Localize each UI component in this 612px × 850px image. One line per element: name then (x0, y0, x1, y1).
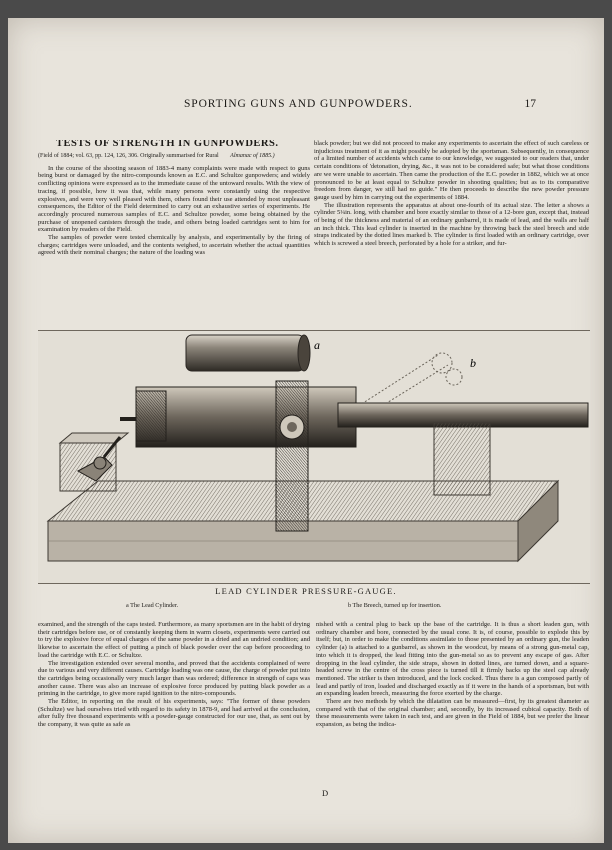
signature-mark: D (322, 788, 329, 798)
figure-caption: LEAD CYLINDER PRESSURE-GAUGE. (215, 586, 397, 596)
pressure-gauge-engraving (38, 331, 590, 583)
column-top-left (38, 140, 310, 315)
book-page (8, 18, 604, 843)
engraving-plate (38, 330, 590, 584)
source-note: Almanac of 1885.) (230, 152, 275, 159)
column-top-right (314, 140, 589, 326)
article-source (38, 153, 310, 160)
paragraph: The Editor, in reporting on the result of his experiments, says: "The former of these powders (Schultze) we had ourselves tried with regard to its safety in 1878-9, and had arrived at the conclusion, after fully five thousand experiments with a powder-gauge constructed for our use, that, as sent out by the company, it was quite as safe as (38, 698, 310, 729)
breech-body (136, 387, 356, 447)
paragraph: There are two methods by which the dilatation can be measured—first, by its greatest diameter as compared with that of the original chamber; and, secondly, by its increased cubical capacity. Both of these measurements were taken in each test, and are given in the Field of 1884, but we prefer the linear expansion, as being the indica- (316, 698, 589, 729)
source-citation: (Field of 1884; vol. 63, pp. 124, 126, 306. Originally summarised for Rural (38, 152, 219, 159)
running-head (8, 98, 604, 114)
figure-label-a: a (314, 338, 320, 352)
column-bottom-right (316, 621, 589, 781)
paragraph: The samples of powder were tested chemically by analysis, and experimentally by the firing of charges; cartridges were unloaded, and the contents weighed, to ascertain whether the actual quantities agreed with their nominal charges; the nature of the loading was (38, 234, 310, 257)
page-number: 17 (524, 98, 536, 110)
paragraph: The investigation extended over several months, and proved that the accidents complained of were due to various and very different causes. Cartridge loading was one cause, the charge of powder put into the cartridges being occasionally very much larger than was ordered; difference in strength of caps was another cause. There was also an increase of explosive force produced by putting black powder as a priming in the cartridge, to give more rapid ignition to the nitro-compounds. (38, 659, 310, 698)
figure-label-b: b (470, 356, 476, 370)
column-bottom-left (38, 621, 310, 781)
running-title: SPORTING GUNS AND GUNPOWDERS. (184, 98, 413, 110)
side-strap (276, 381, 308, 531)
figure-legend-a: a The Lead Cylinder. (126, 602, 179, 609)
paragraph: nished with a central plug to back up the base of the cartridge. It is thus a short leaden gun, with ordinary chamber and bore, connected by the usual cone. It is, of course, possible to explode this by itself; but, in order to make the conditions assimilate to those presented by an ordinary gun, the leaden cylinder (a) is attached to a gunbarrel, as shown in the woodcut, by means of a strong gun-metal cap, into which it is dropped, the lead fitting into the gun-metal so as to prevent any escape of gas. After dropping in the lead cylinder, the side straps, shown in dotted lines, are turned down, and a square-headed screw in the centre of the cross piece is turned till it firmly backs up the steel cap already mentioned. The striker is then introduced, and the lock cocked. Thus there is a gun composed partly of lead and partly of iron, loaded and discharged exactly as if it were in the hands of a sportsman, but with an expanding leaden breech, measuring the force exerted by the charge. (316, 621, 589, 698)
figure-legend-b: b The Breech, turned up for insertion. (348, 602, 442, 609)
paragraph: The illustration represents the apparatus at about one-fourth of its actual size. The letter a shows a cylinder 5¼in. long, with chamber and bore exactly similar to those of a 12-bore gun, except that, instead of being of the thickness and material of an ordinary gunbarrel, it is made of lead, and the walls are half an inch thick. This lead cylinder is inserted in the machine by throwing back the steel breech and side straps indicated by the dotted lines marked b. The cylinder is first loaded with an ordinary cartridge, over which is screwed a steel breech, perforated by a hole for a striker, and fur- (314, 201, 589, 248)
paragraph: black powder; but we did not proceed to make any experiments to ascertain the effect of such careless or injudicious treatment of it as might possibly be adopted by the sportsman. Subsequently, in consequence of a limited number of accidents which came to our knowledge, we suggested to our readers that, under certain conditions of 'detonation, drying, &c., it was not to be considered safe; but what those conditions are we were unable to ascertain. Then came the production of the E.C. powder in 1882, which we at once pronounced to be at least equal to Schultze powder in shooting qualities; but as to its comparative freedom from danger, we still had no guide." He then proceeds to describe the new powder pressure gauge used by him in carrying out the experiments of 1884. (314, 140, 589, 201)
paragraph: examined, and the strength of the caps tested. Furthermore, as many sportsmen are in the habit of drying their cartridges before use, or of constantly keeping them in warm closets, experiments were carried out to try the explosive force of equal charges of the same powder in a dried and an undried condition; and likewise to ascertain the effect of putting a pinch of black powder over the cap before proceeding to load the cartridge with E.C. or Schultze. (38, 621, 310, 659)
lead-cylinder-a (186, 335, 310, 371)
paragraph: In the course of the shooting season of 1883-4 many complaints were made with respect to guns being burst or damaged by the nitro-compounds known as E.C. and Schultze gunpowders; and widely conflicting opinions were expressed as to the immediate cause of the untoward results. With the view of tracing, if possible, how it was that, while many persons were constantly using the respective explosives, and were very well pleased with them, others found their use attended by most unpleasant consequences, the Editor of the Field determined to carry out an exhaustive series of experiments. He accordingly procured numerous samples of E.C. and Schultze powder, some being obtained by the purchase of unopened canisters through the trade, and others being loaded cartridges sent to him for examination by readers of the Field. (38, 164, 310, 234)
article-title: TESTS OF STRENGTH IN GUNPOWDERS. (56, 140, 279, 149)
